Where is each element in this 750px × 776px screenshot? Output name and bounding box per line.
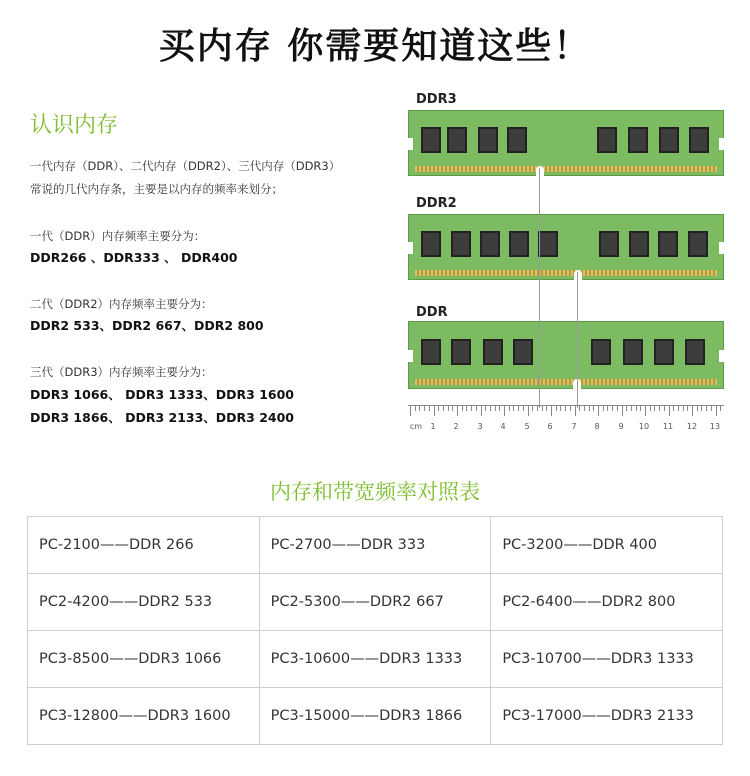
table-cell: PC2-6400——DDR2 800	[491, 574, 723, 631]
ruler-tick	[424, 405, 425, 411]
ruler-tick	[509, 405, 510, 411]
ruler-tick	[556, 405, 557, 411]
ddr3-module-image	[408, 110, 724, 176]
ruler-tick	[542, 405, 543, 411]
ruler-tick	[664, 405, 665, 411]
table-cell: PC2-5300——DDR2 667	[259, 574, 491, 631]
page-title: 买内存 你需要知道这些！	[158, 25, 592, 67]
table-row	[28, 574, 723, 631]
ruler-tick	[528, 405, 529, 416]
ruler-number: 5	[524, 422, 530, 431]
table-cell: PC2-4200——DDR2 533	[28, 574, 260, 631]
ddr3-notch-guide-line	[539, 168, 540, 408]
ruler-tick	[636, 405, 637, 411]
ruler-tick	[589, 405, 590, 411]
ruler-tick	[481, 405, 482, 416]
ruler-tick	[466, 405, 467, 411]
table-cell: PC-2700——DDR 333	[259, 517, 491, 574]
ruler-tick	[448, 405, 449, 411]
ruler-tick	[490, 405, 491, 411]
ruler-number: 1	[430, 422, 436, 431]
ruler-tick	[673, 405, 674, 411]
ruler-number: 11	[662, 422, 674, 431]
ruler-tick	[654, 405, 655, 411]
ruler-tick	[575, 405, 576, 416]
ruler-tick	[457, 405, 458, 416]
ruler-tick	[584, 405, 585, 411]
ruler-tick	[622, 405, 623, 416]
ruler-tick	[452, 405, 453, 411]
ruler-number: 3	[477, 422, 483, 431]
ruler-tick	[462, 405, 463, 411]
ruler-tick	[476, 405, 477, 411]
ruler-tick	[438, 405, 439, 411]
ruler-number: 4	[500, 422, 506, 431]
ddr2-module-image	[408, 214, 724, 280]
ruler-tick	[659, 405, 660, 411]
ruler-tick	[532, 405, 533, 411]
ruler-tick	[603, 405, 604, 411]
ruler-tick	[598, 405, 599, 416]
table-cell: PC3-12800——DDR3 1600	[28, 688, 260, 745]
section-heading-know-memory: 认识内存	[30, 113, 119, 138]
table-cell: PC3-10700——DDR3 1333	[491, 631, 723, 688]
ruler-number: 2	[453, 422, 459, 431]
intro-line-2: 常说的几代内存条，主要是以内存的频率来划分；	[30, 182, 283, 196]
ruler-tick	[471, 405, 472, 411]
gen3-values-2: DDR3 1866、 DDR3 2133、DDR3 2400	[30, 410, 295, 425]
ruler-tick	[504, 405, 505, 416]
gen3-values-1: DDR3 1066、 DDR3 1333、DDR3 1600	[30, 387, 295, 402]
ruler-tick	[706, 405, 707, 411]
ruler-tick	[701, 405, 702, 411]
ruler-tick	[495, 405, 496, 411]
ruler-number: 12	[686, 422, 698, 431]
ruler-tick	[626, 405, 627, 411]
table-cell: PC3-8500——DDR3 1066	[28, 631, 260, 688]
ddr-module-image	[408, 321, 724, 389]
gen2-values: DDR2 533、DDR2 667、DDR2 800	[30, 318, 264, 333]
ruler-number: 9	[618, 422, 624, 431]
gen1-label: 一代（DDR）内存频率主要分为：	[30, 229, 206, 243]
ruler-unit: cm	[409, 422, 423, 431]
ruler-tick	[410, 405, 411, 416]
ruler-tick	[697, 405, 698, 411]
ruler-tick	[499, 405, 500, 411]
ruler-number: 8	[594, 422, 600, 431]
table-title: 内存和带宽频率对照表	[270, 480, 480, 504]
ruler-tick	[617, 405, 618, 411]
intro-line-1: 一代内存（DDR）、二代内存（DDR2）、三代内存（DDR3）	[30, 159, 341, 173]
ruler-number: 6	[547, 422, 553, 431]
gen3-label: 三代（DDR3）内存频率主要分为：	[30, 365, 213, 379]
ruler-number: 10	[638, 422, 650, 431]
ruler-tick	[593, 405, 594, 411]
ruler-tick	[513, 405, 514, 411]
table-row	[28, 517, 723, 574]
ruler-tick	[419, 405, 420, 411]
ruler-tick	[669, 405, 670, 416]
ruler-tick	[687, 405, 688, 411]
ruler-tick	[429, 405, 430, 411]
ddr2-notch-guide-line	[577, 272, 578, 408]
ruler-tick	[645, 405, 646, 416]
ruler-tick	[546, 405, 547, 411]
ruler-tick	[692, 405, 693, 416]
table-cell: PC3-17000——DDR3 2133	[491, 688, 723, 745]
ruler-tick	[607, 405, 608, 411]
ruler-tick	[485, 405, 486, 411]
ruler-tick	[640, 405, 641, 411]
ruler-tick	[579, 405, 580, 411]
ruler-number: 7	[571, 422, 577, 431]
ddr-label: DDR	[416, 305, 448, 320]
gen2-label: 二代（DDR2）内存频率主要分为：	[30, 297, 213, 311]
ruler-tick	[415, 405, 416, 411]
ruler-tick	[612, 405, 613, 411]
gen1-values: DDR266 、DDR333 、 DDR400	[30, 250, 238, 265]
frequency-bandwidth-table	[27, 516, 723, 745]
ruler-tick	[711, 405, 712, 411]
ruler-tick	[434, 405, 435, 416]
ruler-tick	[716, 405, 717, 416]
ruler	[408, 405, 724, 435]
ruler-tick	[720, 405, 721, 411]
ruler-tick	[650, 405, 651, 411]
ddr3-label: DDR3	[416, 92, 457, 107]
ruler-tick	[683, 405, 684, 411]
table-cell: PC-2100——DDR 266	[28, 517, 260, 574]
ruler-tick	[570, 405, 571, 411]
table-row	[28, 688, 723, 745]
ruler-number: 13	[709, 422, 721, 431]
ruler-tick	[565, 405, 566, 411]
ruler-tick	[537, 405, 538, 411]
table-row	[28, 631, 723, 688]
ruler-tick	[518, 405, 519, 411]
ruler-tick	[631, 405, 632, 411]
table-cell: PC3-10600——DDR3 1333	[259, 631, 491, 688]
ruler-tick	[443, 405, 444, 411]
ruler-tick	[551, 405, 552, 416]
table-cell: PC3-15000——DDR3 1866	[259, 688, 491, 745]
ddr2-label: DDR2	[416, 196, 457, 211]
ruler-tick	[523, 405, 524, 411]
table-cell: PC-3200——DDR 400	[491, 517, 723, 574]
ruler-tick	[560, 405, 561, 411]
ruler-tick	[678, 405, 679, 411]
